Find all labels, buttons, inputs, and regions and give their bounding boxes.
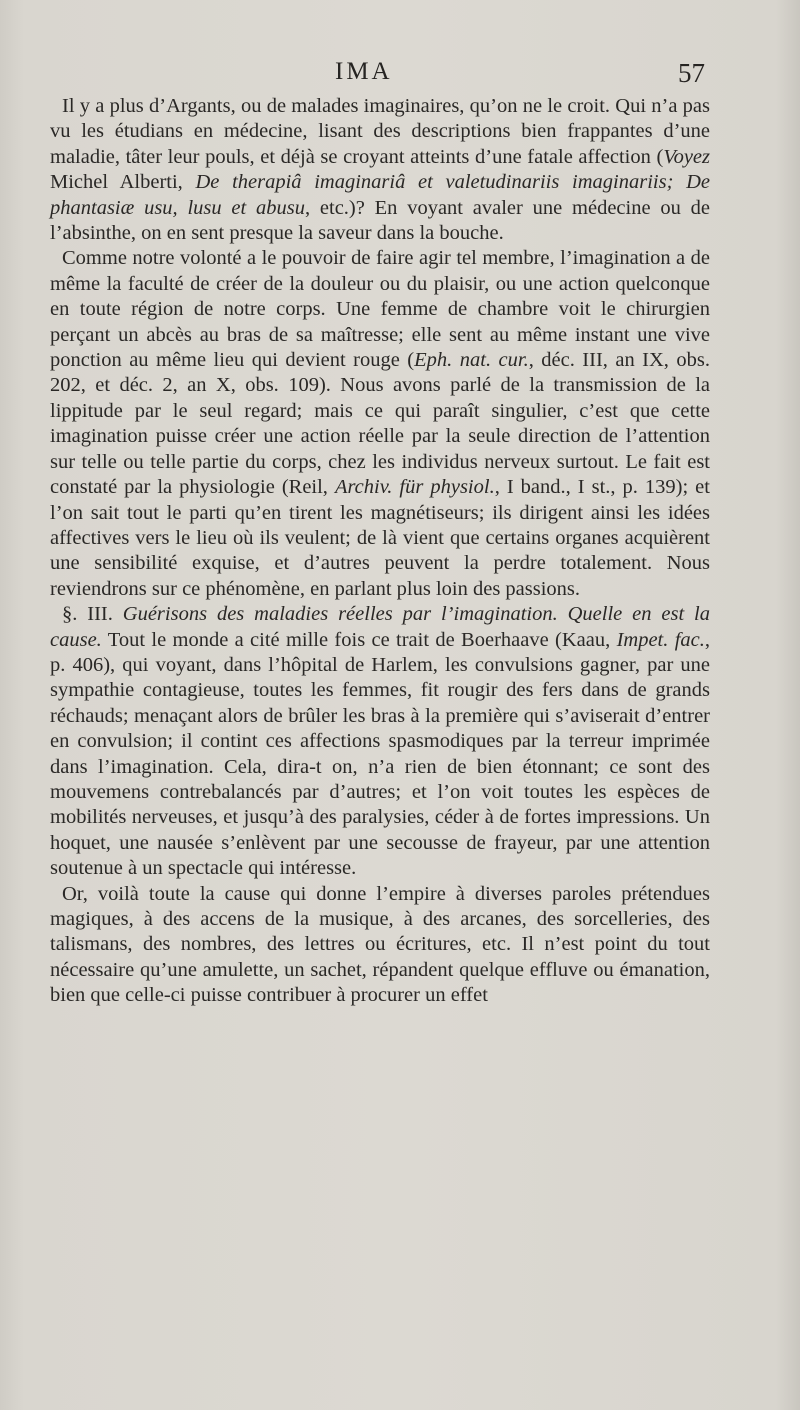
running-head [0, 58, 800, 94]
paragraph-text: Or, voilà toute la cause qui donne l’empire à diverses paroles prétendues magiques, à des accens de la musique, à des arcanes, des sorcelleries, des talismans, des nombres, des lettres ou écritures, etc. Il n’est point du tout nécessaire qu’une amulette, un sachet, répandent quelque effluve ou émanation, bien que celle-ci puisse contribuer à procurer un effet [50, 882, 710, 1007]
paragraph-text: , p. 406), qui voyant, dans l’hôpital de Harlem, les convulsions gagner, par une sympathie contagieuse, toutes les femmes, fit rougir des fers dans de grands réchauds; menaçant alors de brûler les bras à la première qui s’aviserait d’entrer en convulsion; il contint ces affections spasmodiques par la terreur imprimée dans l’imagination. Cela, dira-t on, n’a rien de bien étonnant; ce sont des mouvemens contrebalancés par d’autres; et l’on voit toutes les espèces de mobilités nerveuses, et jusqu’à des paralysies, céder à de fortes impressions. Un hoquet, une nausée s’enlèvent par une secousse de frayeur, par une attention soutenue à un spectacle qui intéresse. [50, 628, 710, 880]
paragraph-text: , etc.)? En voyant avaler une médecine ou de l’absinthe, on en sent presque la saveur dans la bouche. [50, 196, 710, 245]
italic-reference: Voyez [663, 145, 710, 168]
paragraph-text: , déc. III, an IX, obs. 202, et déc. 2, an X, obs. 109). Nous avons parlé de la transmission de la lippitude par le seul regard; mais ce qui paraît singulier, c’est que cette imagination puisse créer une action réelle par la seule direction de l’attention sur telle ou telle partie du corps, chez les individus nerveux surtout. Le fait est constaté par la physiologie (Reil, [50, 349, 710, 499]
section-number: §. III. [62, 603, 123, 626]
section-title: Guérisons des maladies réelles par l’imagination. Quelle en est la cause. [50, 603, 710, 651]
paragraph-or-voila [50, 882, 710, 1009]
running-title: IMA [335, 58, 393, 85]
paragraph-text: Comme notre volonté a le pouvoir de faire agir tel membre, l’imagination a de même la faculté de créer de la douleur ou du plaisir, ou une action quelconque en toute région de notre corps. Une femme de chambre voit le chirurgien perçant un abcès au bras de sa maîtresse; elle sent au même instant une vive ponction au même lieu qui devient rouge ( [50, 247, 710, 372]
paragraph-argants [50, 94, 710, 246]
paragraph-volonte [50, 246, 710, 602]
italic-reference: Impet. fac. [616, 628, 705, 651]
italic-reference: Eph. nat. cur. [414, 349, 529, 372]
paragraph-text: , I band., I st., p. 139); et l’on sait tout le parti qu’en tirent les magnétiseurs; ils dirigent ainsi les idées affectives vers le lieu où ils veulent; de là vient que certains organes acquièrent une sensibilité exquise, et d’autres peuvent la perdre totalement. Nous reviendrons sur ce phénomène, en parlant plus loin des passions. [50, 476, 710, 600]
paragraph-text: Il y a plus d’Argants, ou de malades imaginaires, qu’on ne le croit. Qui n’a pas vu les étudians en médecine, lisant des descriptions bien frappantes d’une maladie, tâter leur pouls, et déjà se croyant atteints d’une fatale affection ( [50, 95, 710, 168]
paragraph-text: Michel Alberti, [50, 171, 196, 194]
italic-reference: Archiv. für physiol. [334, 476, 495, 499]
body-text [50, 94, 710, 1009]
paragraph-section-iii [50, 602, 710, 881]
page-number: 57 [678, 58, 705, 88]
paragraph-text: Tout le monde a cité mille fois ce trait de Boerhaave (Kaau, [101, 628, 617, 651]
italic-title: De therapiâ imaginariâ et valetudinariis imaginariis; De phantasiæ usu, lusu et abusu [50, 171, 710, 219]
